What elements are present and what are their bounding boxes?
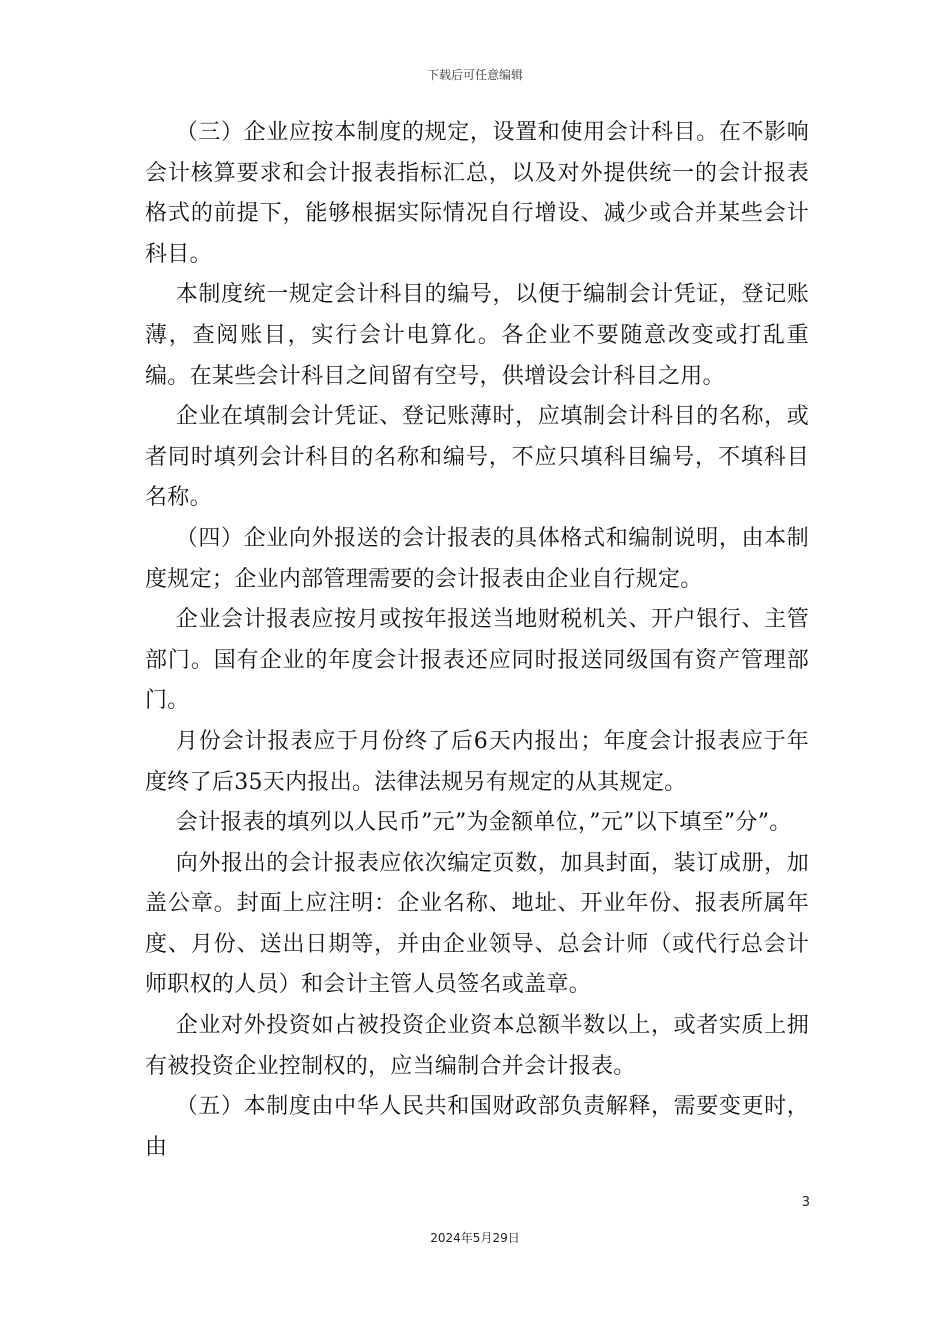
paragraph-2: 本制度统一规定会计科目的编号，以便于编制会计凭证，登记账薄，查阅账目，实行会计电算化。各企业不要随意改变或打乱重编。在某些会计科目之间留有空号，供增设会计科目之用。: [145, 282, 809, 389]
paragraph-3: 企业在填制会计凭证、登记账薄时，应填制会计科目的名称，或者同时填列会计科目的名称和编号，不应只填科目编号，不填科目名称。: [145, 404, 809, 511]
paragraph-4: （四）企业向外报送的会计报表的具体格式和编制说明，由本制度规定；企业内部管理需要的会计报表由企业自行规定。: [145, 525, 809, 592]
page-header-note: 下载后可任意编辑: [426, 68, 523, 82]
paragraph-10: （五）本制度由中华人民共和国财政部负责解释，需要变更时，由: [145, 1094, 809, 1160]
document-body: [145, 113, 809, 1168]
paragraph-9: 企业对外投资如占被投资企业资本总额半数以上，或者实质上拥有被投资企业控制权的，应当编制合并会计报表。: [145, 1013, 809, 1079]
paragraph-8: 向外报出的会计报表应依次编定页数，加具封面，装订成册，加盖公章。封面上应注明：企业名称、地址、开业年份、报表所属年度、月份、送出日期等，并由企业领导、总会计师（或代行总会计师职权的人员）和会计主管人员签名或盖章。: [145, 850, 809, 998]
page-number: 3: [801, 1195, 810, 1210]
paragraph-6: 月份会计报表应于月份终了后6天内报出；年度会计报表应于年度终了后35天内报出。法律法规另有规定的从其规定。: [145, 728, 809, 795]
paragraph-1: （三）企业应按本制度的规定，设置和使用会计科目。在不影响会计核算要求和会计报表指标汇总，以及对外提供统一的会计报表格式的前提下，能够根据实际情况自行增设、减少或合并某些会计科目。: [145, 120, 809, 267]
paragraph-5: 企业会计报表应按月或按年报送当地财税机关、开户银行、主管部门。国有企业的年度会计报表还应同时报送同级国有资产管理部门。: [145, 607, 809, 714]
paragraph-7: 会计报表的填列以人民币”元”为金额单位，”元”以下填至”分”。: [175, 810, 792, 836]
footer-date: 2024年5月29日: [430, 1231, 520, 1245]
